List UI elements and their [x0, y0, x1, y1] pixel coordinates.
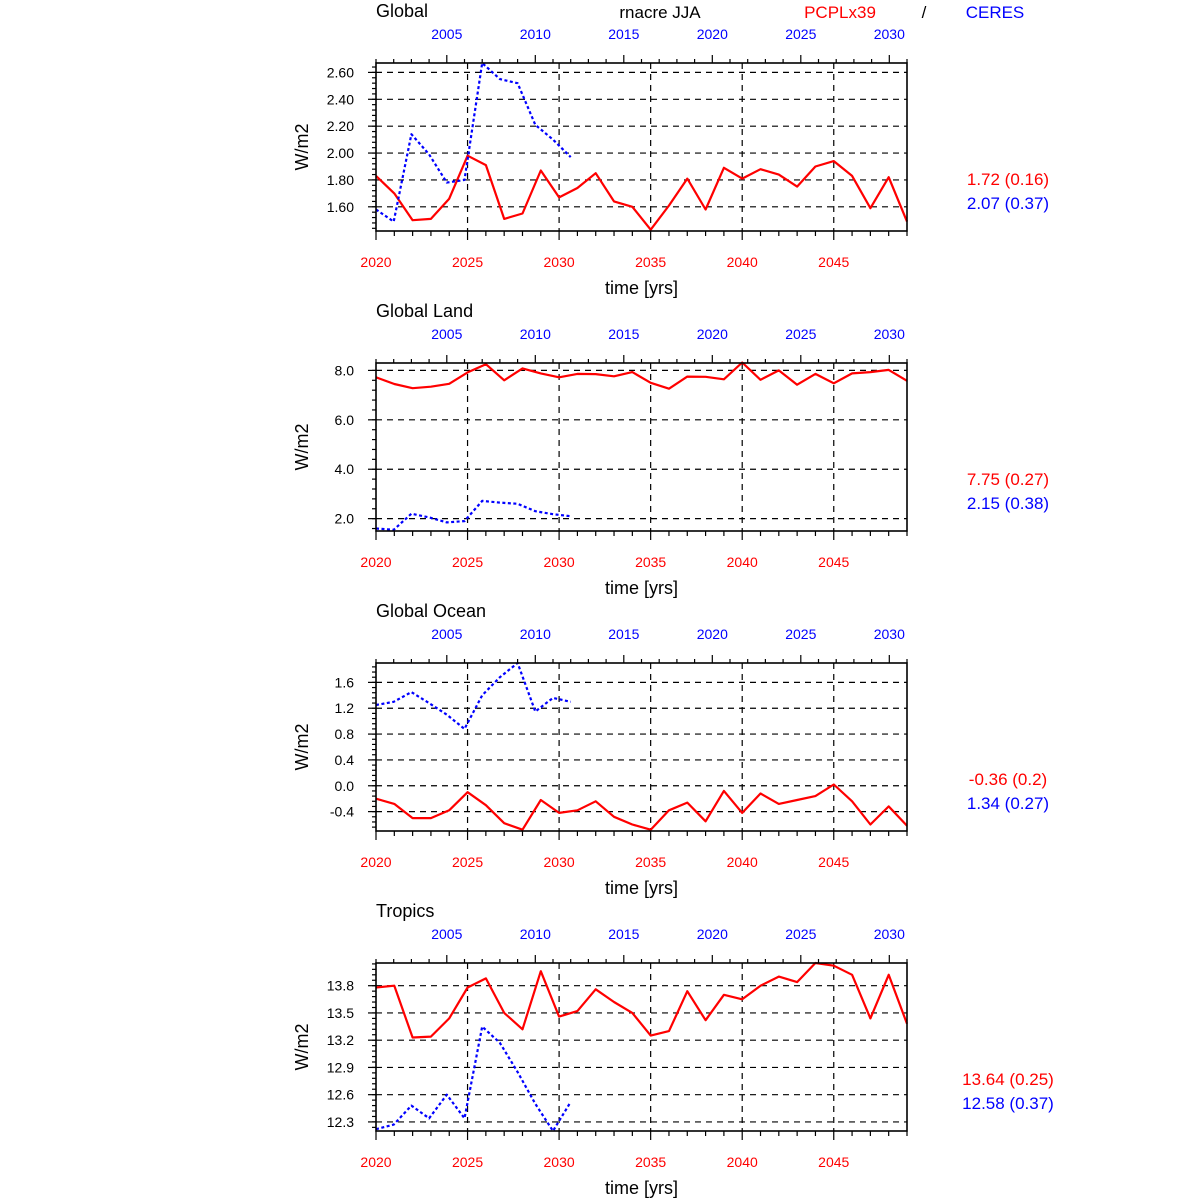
- x2-tick-label: 2020: [696, 326, 728, 342]
- x-tick-label: 2020: [360, 554, 392, 570]
- obs-summary: 2.07 (0.37): [966, 194, 1050, 213]
- x2-tick-label: 2030: [873, 926, 905, 942]
- y-tick-label: 1.2: [334, 700, 354, 717]
- panel-title: Global Land: [376, 301, 474, 321]
- plot-frame: [376, 63, 907, 231]
- x2-tick-label: 2005: [431, 626, 463, 642]
- model-summary: 13.64 (0.25): [962, 1070, 1054, 1089]
- x2-tick-label: 2030: [873, 26, 905, 42]
- x-tick-label: 2030: [543, 554, 575, 570]
- y-tick-label: 8.0: [334, 362, 354, 379]
- grid: [376, 963, 907, 1131]
- plot-frame: [376, 663, 907, 831]
- y-tick-label: 2.40: [326, 91, 354, 108]
- x2-tick-label: 2005: [431, 926, 463, 942]
- x2-tick-label: 2010: [519, 626, 551, 642]
- series-line-obs: [376, 63, 571, 222]
- x-tick-label: 2035: [635, 254, 667, 270]
- x2-tick-label: 2025: [785, 926, 817, 942]
- x-tick-label: 2045: [818, 1154, 850, 1170]
- x2-tick-label: 2015: [608, 926, 640, 942]
- series-line-obs: [376, 1027, 571, 1131]
- x-axis-label: time [yrs]: [604, 878, 679, 898]
- x-tick-label: 2035: [635, 554, 667, 570]
- x-tick-label: 2040: [726, 254, 758, 270]
- obs-summary: 2.15 (0.38): [966, 494, 1050, 513]
- x2-tick-label: 2005: [431, 326, 463, 342]
- y-tick-label: 2.20: [326, 118, 354, 135]
- x-tick-label: 2040: [726, 554, 758, 570]
- x2-tick-label: 2025: [785, 626, 817, 642]
- obs-summary: 12.58 (0.37): [962, 1094, 1054, 1113]
- x-tick-label: 2040: [726, 854, 758, 870]
- y-axis-label: W/m2: [292, 423, 312, 471]
- x2-tick-label: 2030: [873, 626, 905, 642]
- plot-frame: [376, 363, 907, 531]
- y-tick-label: 0.0: [334, 777, 354, 794]
- x2-tick-label: 2025: [785, 326, 817, 342]
- model-summary: 1.72 (0.16): [966, 170, 1050, 189]
- x2-tick-label: 2015: [608, 26, 640, 42]
- x-tick-label: 2020: [360, 254, 392, 270]
- x-tick-label: 2025: [451, 254, 484, 270]
- grid: [376, 663, 907, 831]
- series-line-model: [376, 363, 907, 389]
- header-model-name: PCPLx39: [804, 3, 876, 22]
- chart-panel-4: [292, 901, 1054, 1198]
- panel-title: Global: [376, 1, 429, 21]
- x2-tick-label: 2025: [785, 26, 817, 42]
- y-axis-label: W/m2: [292, 1023, 312, 1071]
- x-tick-label: 2040: [726, 1154, 758, 1170]
- x-tick-label: 2035: [635, 854, 667, 870]
- y-tick-label: 2.00: [326, 145, 354, 162]
- x2-tick-label: 2015: [608, 326, 640, 342]
- series-line-obs: [376, 663, 571, 729]
- panel-title: Global Ocean: [376, 601, 487, 621]
- x-tick-label: 2025: [451, 854, 484, 870]
- x-tick-label: 2030: [543, 1154, 575, 1170]
- x-tick-label: 2045: [818, 254, 850, 270]
- x2-tick-label: 2010: [519, 926, 551, 942]
- x-tick-label: 2035: [635, 1154, 667, 1170]
- y-tick-label: 13.5: [326, 1004, 354, 1021]
- chart-panel-3: [292, 601, 1049, 898]
- header-variable-season: rnacre JJA: [619, 3, 701, 22]
- x-tick-label: 2045: [818, 554, 850, 570]
- plot-frame: [376, 963, 907, 1131]
- y-tick-label: 2.0: [334, 510, 354, 527]
- x-tick-label: 2045: [818, 854, 850, 870]
- x2-tick-label: 2010: [519, 26, 551, 42]
- x2-tick-label: 2015: [608, 626, 640, 642]
- header-separator: /: [921, 3, 927, 22]
- x-axis-label: time [yrs]: [604, 1178, 679, 1198]
- x-tick-label: 2030: [543, 254, 575, 270]
- x2-tick-label: 2020: [696, 926, 728, 942]
- y-axis-label: W/m2: [292, 123, 312, 171]
- x-tick-label: 2020: [360, 1154, 392, 1170]
- y-tick-label: 0.8: [334, 726, 354, 743]
- x-tick-label: 2020: [360, 854, 392, 870]
- series-line-obs: [376, 501, 571, 530]
- grid: [376, 363, 907, 531]
- y-axis-label: W/m2: [292, 723, 312, 771]
- x2-tick-label: 2010: [519, 326, 551, 342]
- y-tick-label: 2.60: [326, 64, 354, 81]
- panel-title: Tropics: [376, 901, 435, 921]
- y-tick-label: 6.0: [334, 411, 354, 428]
- y-tick-label: 12.3: [326, 1113, 354, 1130]
- header-obs-name: CERES: [965, 3, 1025, 22]
- x-tick-label: 2030: [543, 854, 575, 870]
- y-tick-label: 1.80: [326, 171, 354, 188]
- x2-tick-label: 2005: [431, 26, 463, 42]
- x2-tick-label: 2030: [873, 326, 905, 342]
- y-tick-label: 13.2: [326, 1032, 354, 1049]
- y-tick-label: 12.9: [326, 1059, 354, 1076]
- obs-summary: 1.34 (0.27): [966, 794, 1050, 813]
- y-tick-label: 1.6: [334, 674, 354, 691]
- series-line-model: [376, 963, 907, 1038]
- x-tick-label: 2025: [451, 554, 484, 570]
- y-tick-label: 4.0: [334, 461, 354, 478]
- series-line-model: [376, 785, 907, 830]
- model-summary: -0.36 (0.2): [968, 770, 1048, 789]
- y-tick-label: 13.8: [326, 977, 354, 994]
- chart-panel-1: [292, 1, 1049, 298]
- x2-tick-label: 2020: [696, 26, 728, 42]
- grid: [376, 63, 907, 231]
- y-tick-label: 1.60: [326, 198, 354, 215]
- x-tick-label: 2025: [451, 1154, 484, 1170]
- model-summary: 7.75 (0.27): [966, 470, 1050, 489]
- chart-panel-2: [292, 301, 1049, 598]
- x-axis-label: time [yrs]: [604, 578, 679, 598]
- series-line-model: [376, 156, 907, 230]
- panels: [292, 1, 1054, 1198]
- y-tick-label: 12.6: [326, 1086, 354, 1103]
- y-tick-label: -0.4: [329, 803, 354, 820]
- x2-tick-label: 2020: [696, 626, 728, 642]
- x-axis-label: time [yrs]: [604, 278, 679, 298]
- y-tick-label: 0.4: [334, 751, 354, 768]
